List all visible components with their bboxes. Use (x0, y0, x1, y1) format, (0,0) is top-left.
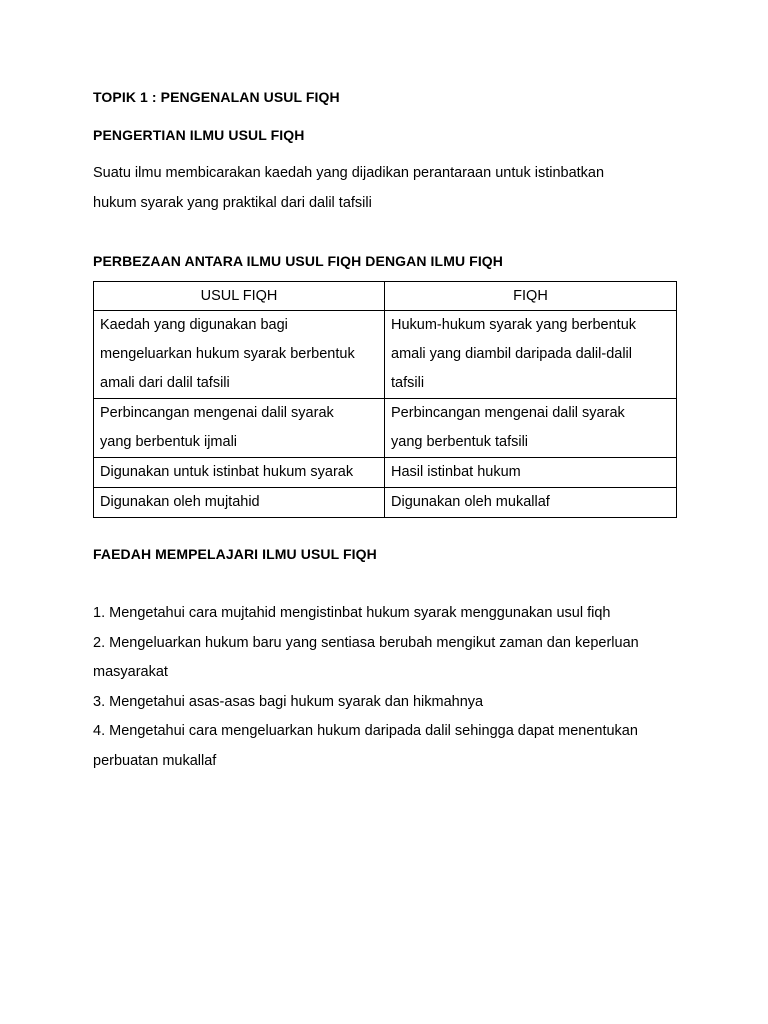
cell-line: Digunakan untuk istinbat hukum syarak (100, 464, 354, 480)
cell-line: amali yang diambil daripada dalil-dalil (391, 346, 632, 362)
table-header-row (94, 282, 677, 311)
cell-line: mengeluarkan hukum syarak berbentuk (100, 346, 355, 362)
list-item (93, 629, 683, 688)
fiqh-cell (385, 311, 677, 399)
definition-heading: PENGERTIAN ILMU USUL FIQH (93, 127, 305, 143)
definition-paragraph (93, 159, 683, 218)
usul-fiqh-cell (94, 311, 385, 399)
cell-line: Digunakan oleh mukallaf (391, 494, 550, 510)
list-item-line: 2. Mengeluarkan hukum baru yang sentiasa berubah mengikut zaman dan keperluan (93, 634, 639, 651)
list-item (93, 717, 683, 776)
benefits-list (93, 599, 683, 776)
cell-line: yang berbentuk tafsili (391, 434, 529, 450)
definition-line: Suatu ilmu membicarakan kaedah yang dijadikan perantaraan untuk istinbatkan (93, 165, 605, 181)
fiqh-cell (385, 399, 677, 458)
fiqh-cell (385, 458, 677, 488)
list-item-line: perbuatan mukallaf (93, 752, 217, 769)
table-row (94, 399, 677, 458)
usul-fiqh-cell (94, 399, 385, 458)
column-header-fiqh: FIQH (385, 282, 677, 311)
definition-line: hukum syarak yang praktikal dari dalil tafsili (93, 194, 372, 211)
cell-line: yang berbentuk ijmali (100, 434, 238, 450)
cell-line: Kaedah yang digunakan bagi (100, 317, 288, 333)
table-row (94, 458, 677, 488)
list-item-line: 1. Mengetahui cara mujtahid mengistinbat hukum syarak menggunakan usul fiqh (93, 605, 611, 621)
topic-title: TOPIK 1 : PENGENALAN USUL FIQH (93, 89, 340, 105)
list-item (93, 599, 683, 629)
column-header-usul-fiqh: USUL FIQH (94, 282, 385, 311)
cell-line: Hasil istinbat hukum (391, 464, 521, 480)
cell-line: tafsili (391, 375, 425, 391)
cell-line: amali dari dalil tafsili (100, 375, 230, 391)
list-item-line: masyarakat (93, 664, 168, 680)
list-item-line: 4. Mengetahui cara mengeluarkan hukum daripada dalil sehingga dapat menentukan (93, 723, 638, 739)
benefits-heading: FAEDAH MEMPELAJARI ILMU USUL FIQH (93, 546, 377, 562)
table-row (94, 311, 677, 399)
cell-line: Perbincangan mengenai dalil syarak (391, 405, 625, 421)
list-item-line: 3. Mengetahui asas-asas bagi hukum syarak dan hikmahnya (93, 693, 484, 710)
comparison-table (93, 281, 677, 518)
cell-line: Digunakan oleh mujtahid (100, 494, 260, 510)
table-row (94, 488, 677, 518)
comparison-heading: PERBEZAAN ANTARA ILMU USUL FIQH DENGAN ILMU FIQH (93, 253, 504, 269)
fiqh-cell (385, 488, 677, 518)
usul-fiqh-cell (94, 458, 385, 488)
list-item (93, 688, 683, 718)
usul-fiqh-cell (94, 488, 385, 518)
cell-line: Perbincangan mengenai dalil syarak (100, 405, 334, 421)
cell-line: Hukum-hukum syarak yang berbentuk (391, 317, 637, 333)
